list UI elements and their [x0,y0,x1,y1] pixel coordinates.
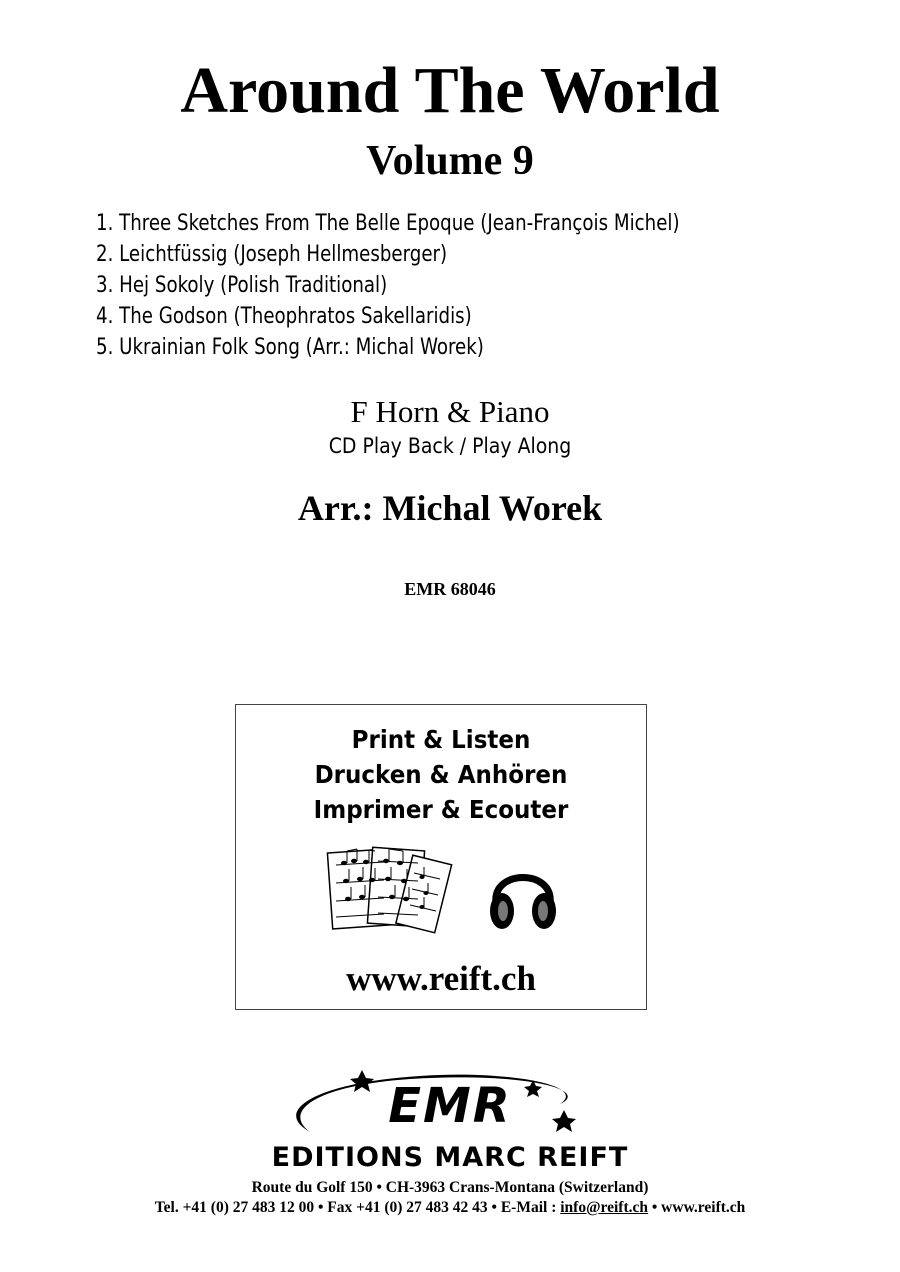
promo-line-german: Drucken & Anhören [314,760,568,789]
promo-line-french: Imprimer & Ecouter [313,795,569,824]
print-listen-box [235,704,647,1010]
emr-logo [230,1070,670,1173]
logo-emr-text: EMR [388,1078,512,1134]
contents-list [96,208,814,363]
catalog-number: EMR 68046 [404,579,496,599]
tel-fax-text: Tel. +41 (0) 27 483 12 00 • Fax +41 (0) 27 483 42 43 • E-Mail : [154,1199,561,1216]
website-link[interactable]: www.reift.ch [346,959,536,998]
sheet-music-icon [326,843,456,938]
list-item: 3. Hej Sokoly (Polish Traditional) [96,273,388,298]
publisher-contact [0,1200,900,1216]
arranger: Arr.: Michal Worek [297,488,603,528]
publisher-name: EDITIONS MARC REIFT [271,1142,629,1173]
list-item: 4. The Godson (Theophratos Sakellaridis) [96,304,472,329]
instrumentation: F Horn & Piano [350,394,550,429]
headphones-icon [488,855,558,935]
email-link[interactable]: info@reift.ch [560,1199,648,1216]
volume-subtitle: Volume 9 [366,138,534,184]
list-item: 5. Ukrainian Folk Song (Arr.: Michal Worek) [96,335,484,360]
publisher-address: Route du Golf 150 • CH-3963 Crans-Montana (Switzerland) [251,1179,649,1196]
page-title: Around The World [180,54,720,127]
list-item: 1. Three Sketches From The Belle Epoque (Jean-François Michel) [96,211,680,236]
promo-line-english: Print & Listen [351,725,531,754]
website-suffix: • www.reift.ch [648,1199,746,1216]
cd-note: CD Play Back / Play Along [328,434,572,458]
list-item: 2. Leichtfüssig (Joseph Hellmesberger) [96,242,448,267]
